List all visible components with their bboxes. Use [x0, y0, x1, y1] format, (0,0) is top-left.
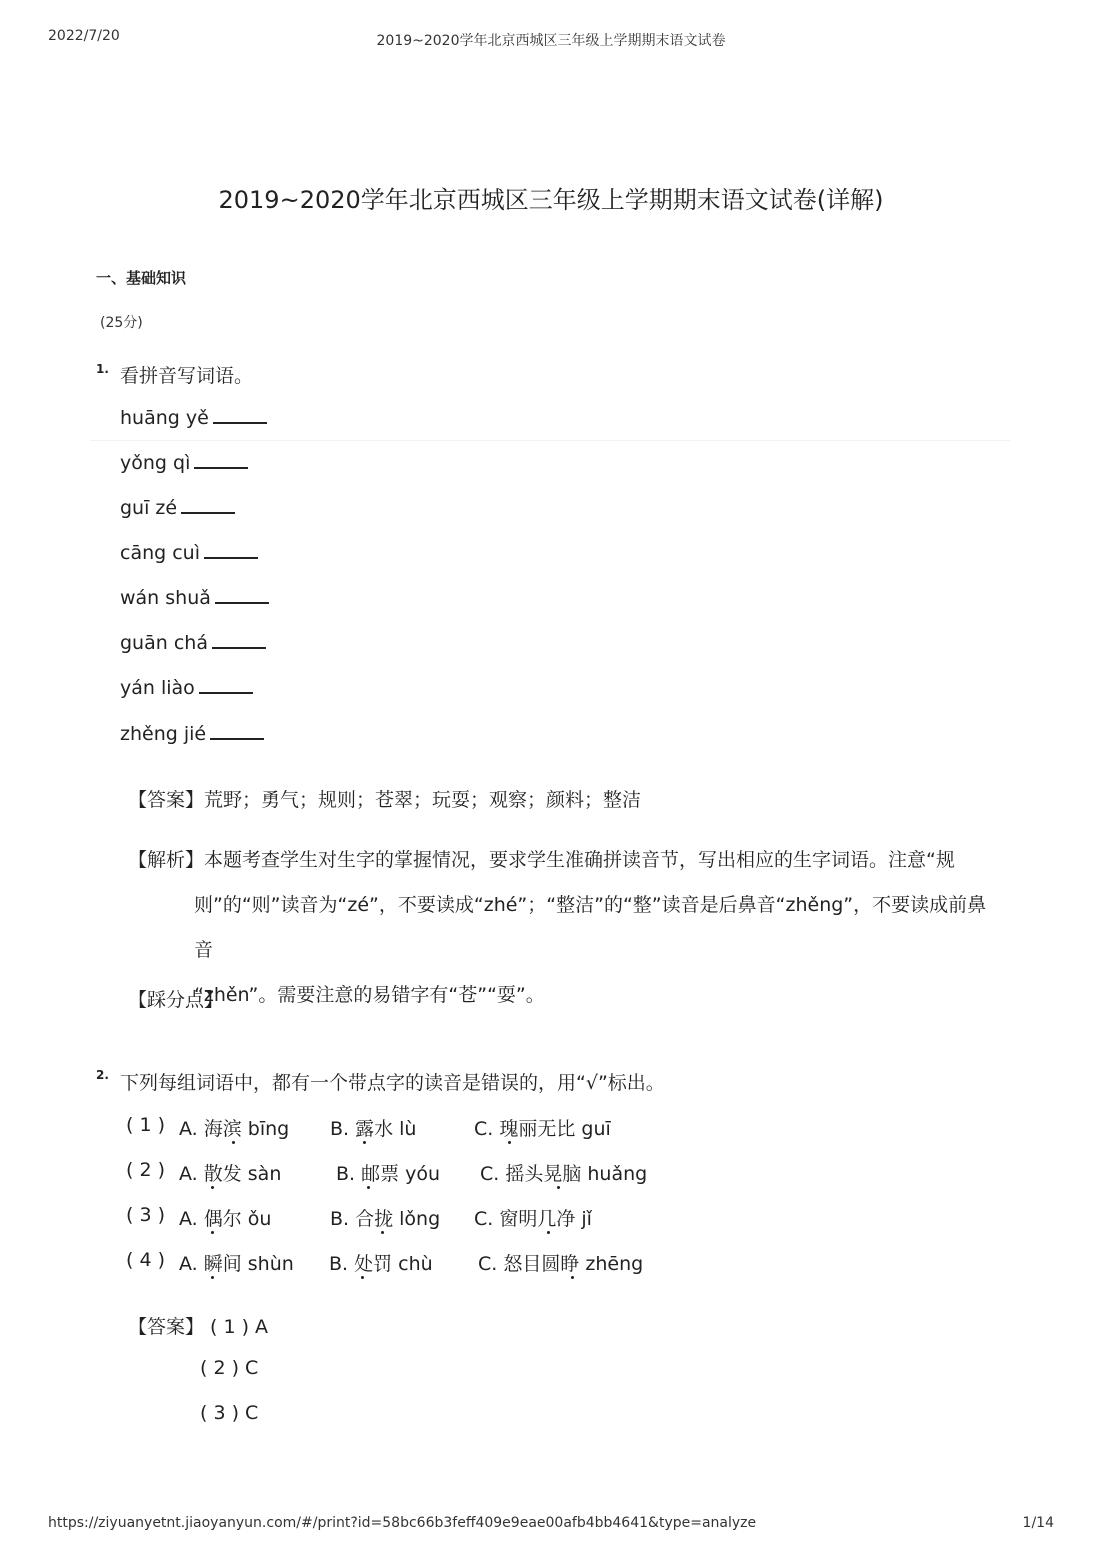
answer-item: ( 1 ) A	[210, 1316, 269, 1338]
option-a: A. 散发 sàn	[179, 1163, 282, 1185]
page-title: 2019~2020学年北京西城区三年级上学期期末语文试卷(详解)	[218, 186, 884, 214]
group-label: ( 4 )	[126, 1249, 165, 1271]
answer-blank	[210, 722, 264, 740]
analysis-tag: 【解析】	[128, 849, 205, 871]
emphasis-dot	[363, 1141, 366, 1144]
answer-blank	[215, 586, 269, 604]
option-b: B. 邮票 yóu	[336, 1163, 441, 1185]
section-title: 一、基础知识	[96, 269, 187, 287]
answer-blank	[199, 676, 253, 694]
analysis-line: 本题考查学生对生字的掌握情况，要求学生准确拼读音节，写出相应的生字词语。注意“规	[204, 849, 955, 871]
answer-tag: 【答案】	[128, 1316, 205, 1338]
answer-item: ( 3 ) C	[200, 1402, 259, 1424]
question-number: 2.	[96, 1068, 109, 1082]
pinyin-item: wán shuǎ	[120, 586, 269, 609]
question-number: 1.	[96, 362, 109, 376]
option-a: A. 偶尔 ǒu	[179, 1208, 272, 1230]
question-prompt: 看拼音写词语。	[120, 365, 254, 387]
print-date: 2022/7/20	[48, 28, 120, 44]
option-c: C. 瑰丽无比 guī	[474, 1118, 611, 1140]
answer-text: 荒野；勇气；规则；苍翠；玩耍；观察；颜料；整洁	[204, 789, 642, 811]
emphasis-dot	[571, 1276, 574, 1279]
emphasis-dot	[211, 1276, 214, 1279]
pinyin-item: yán liào	[120, 676, 253, 699]
group-label: ( 3 )	[126, 1204, 165, 1226]
emphasis-dot	[367, 1186, 370, 1189]
emphasis-dot	[381, 1231, 384, 1234]
answer-tag: 【答案】	[128, 789, 205, 811]
pinyin-item: huāng yě	[120, 406, 267, 429]
emphasis-dot	[361, 1276, 364, 1279]
pinyin-item: guān chá	[120, 631, 266, 654]
section-score: (25分)	[100, 315, 143, 331]
pinyin-item: yǒng qì	[120, 451, 248, 474]
answer-item: ( 2 ) C	[200, 1357, 259, 1379]
analysis-line: “zhěn”。需要注意的易错字有“苍”“耍”。	[194, 984, 545, 1006]
page-number: 1/14	[1022, 1515, 1054, 1531]
option-c: C. 窗明几净 jǐ	[474, 1208, 592, 1230]
analysis-block	[128, 838, 998, 1018]
option-a: A. 海滨 bīng	[179, 1118, 290, 1140]
answer-blank	[212, 631, 266, 649]
option-c: C. 怒目圆睁 zhēng	[478, 1253, 644, 1275]
question-prompt: 下列每组词语中，都有一个带点字的读音是错误的，用“√”标出。	[120, 1072, 665, 1094]
pinyin-item: cāng cuì	[120, 541, 258, 564]
emphasis-dot	[211, 1231, 214, 1234]
answer-blank	[204, 541, 258, 559]
emphasis-dot	[547, 1231, 550, 1234]
source-url: https://ziyuanyetnt.jiaoyanyun.com/#/print?id=58bc66b3feff409e9eae00afb4bb4641&type=analyze	[48, 1515, 757, 1531]
emphasis-dot	[232, 1141, 235, 1144]
answer-blank	[181, 496, 235, 514]
pinyin-item: zhěng jié	[120, 722, 264, 745]
option-b: B. 处罚 chù	[329, 1253, 433, 1275]
option-c: C. 摇头晃脑 huǎng	[480, 1163, 648, 1185]
divider	[90, 440, 1010, 441]
group-label: ( 1 )	[126, 1114, 165, 1136]
pinyin-item: guī zé	[120, 496, 235, 519]
emphasis-dot	[557, 1186, 560, 1189]
emphasis-dot	[211, 1186, 214, 1189]
print-header-title: 2019~2020学年北京西城区三年级上学期期末语文试卷	[376, 33, 726, 49]
answer-blank	[213, 406, 267, 424]
answer-block	[128, 785, 641, 812]
option-a: A. 瞬间 shùn	[179, 1253, 294, 1275]
scoring-points-tag: 【踩分点】	[128, 989, 224, 1011]
option-b: B. 合拢 lǒng	[330, 1208, 441, 1230]
answer-block	[128, 1312, 268, 1339]
option-b: B. 露水 lù	[330, 1118, 417, 1140]
analysis-line: 则”的“则”读音为“zé”，不要读成“zhé”；“整洁”的“整”读音是后鼻音“zhěng”，不要读成前鼻音	[194, 894, 987, 961]
group-label: ( 2 )	[126, 1159, 165, 1181]
answer-blank	[194, 451, 248, 469]
emphasis-dot	[508, 1141, 511, 1144]
